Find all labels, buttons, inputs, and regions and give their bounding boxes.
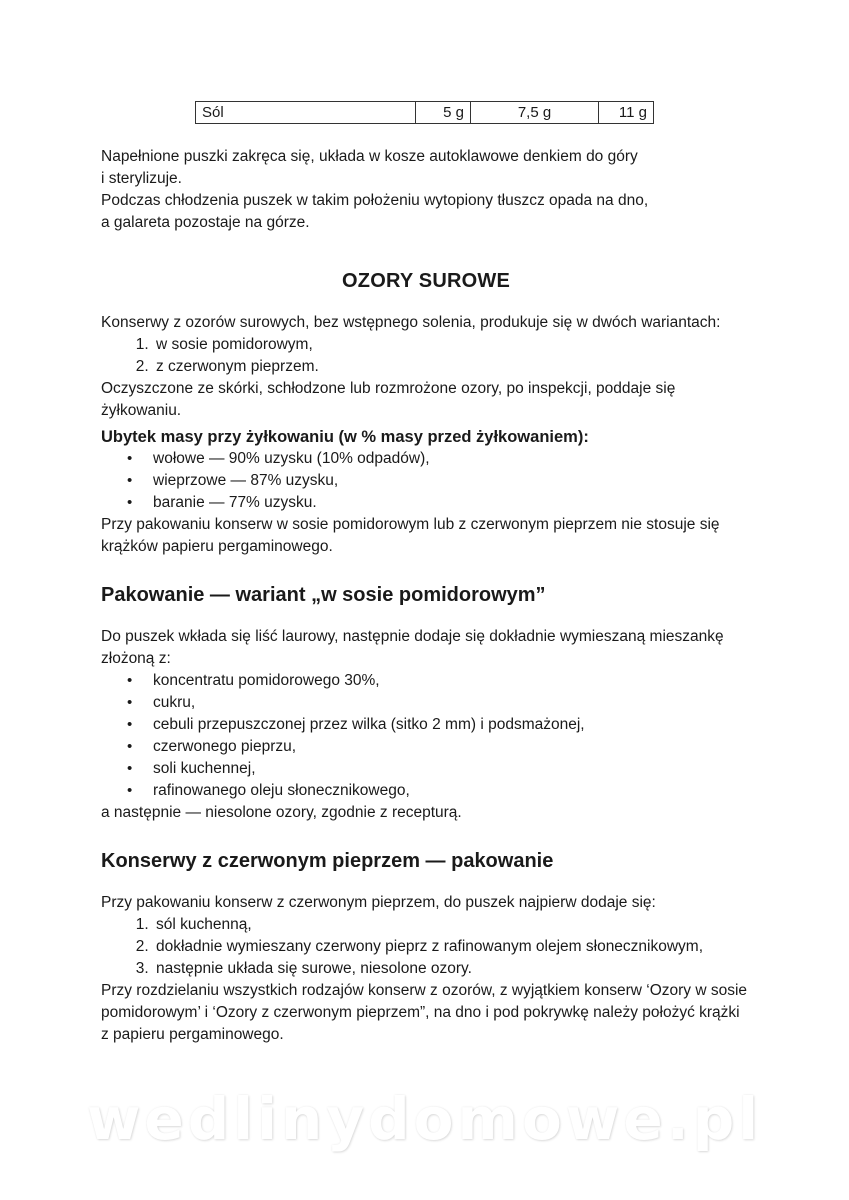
list-item: • cukru, [153, 692, 751, 714]
section-heading: Pakowanie — wariant „w sosie pomidorowym” [101, 584, 546, 606]
list-item: 2. dokładnie wymieszany czerwony pieprz z rafinowanym olejem słonecznikowym, [153, 936, 751, 958]
page-title: OZORY SUROWE [342, 270, 510, 292]
intro-line: Podczas chłodzenia puszek w takim położeniu wytopiony tłuszcz opada na dno, [101, 192, 649, 209]
list-item: • cebuli przepuszczonej przez wilka (sitko 2 mm) i podsmażonej, [153, 714, 751, 736]
watermark: wedlinydomowe.pl [86, 1085, 763, 1153]
ingredient-table [195, 101, 654, 124]
ingredient-list [101, 670, 751, 802]
paragraph: Przy pakowaniu konserw z czerwonym pieprzem, do puszek najpierw dodaje się: [101, 894, 656, 911]
document-body [101, 146, 751, 1046]
list-item: • wołowe — 90% uzysku (10% odpadów), [153, 448, 751, 470]
table-row [196, 102, 654, 124]
step-list [101, 914, 751, 980]
paragraph: Do puszek wkłada się liść laurowy, następnie dodaje się dokładnie wymieszaną mieszankę złożoną z: [101, 628, 724, 667]
intro-line: Napełnione puszki zakręca się, układa w kosze autoklawowe denkiem do góry [101, 148, 638, 165]
intro-line: i sterylizuje. [101, 170, 182, 187]
list-item: • rafinowanego oleju słonecznikowego, [153, 780, 751, 802]
table-cell-amount-1: 5 g [416, 102, 471, 124]
list-item: 2. z czerwonym pieprzem. [153, 356, 751, 378]
list-item: 1. sól kuchenną, [153, 914, 751, 936]
table-cell-amount-3: 11 g [599, 102, 654, 124]
list-item: • czerwonego pieprzu, [153, 736, 751, 758]
paragraph: Oczyszczone ze skórki, schłodzone lub rozmrożone ozory, po inspekcji, poddaje się żyłkowaniu. [101, 380, 676, 419]
paragraph: Przy pakowaniu konserw w sosie pomidorowym lub z czerwonym pieprzem nie stosuje się krążków papieru pergaminowego. [101, 516, 720, 555]
paragraph: Konserwy z ozorów surowych, bez wstępnego solenia, produkuje się w dwóch wariantach: [101, 314, 721, 331]
intro-line: a galareta pozostaje na górze. [101, 214, 310, 231]
loss-heading: Ubytek masy przy żyłkowaniu (w % masy przed żyłkowaniem): [101, 428, 589, 446]
section-heading: Konserwy z czerwonym pieprzem — pakowanie [101, 850, 554, 872]
table-cell-amount-2: 7,5 g [471, 102, 599, 124]
variant-list [101, 334, 751, 378]
list-item: • wieprzowe — 87% uzysku, [153, 470, 751, 492]
paragraph: Przy rozdzielaniu wszystkich rodzajów konserw z ozorów, z wyjątkiem konserw ‘Ozory w sosie pomidorowym’ i ‘Ozory z czerwonym pieprzem”, na dno i pod pokrywkę należy położyć krążki z papieru pergaminowego. [101, 982, 748, 1043]
list-item: 1. w sosie pomidorowym, [153, 334, 751, 356]
loss-list [101, 448, 751, 514]
intro-paragraph [101, 146, 751, 234]
list-item: • baranie — 77% uzysku. [153, 492, 751, 514]
paragraph: a następnie — niesolone ozory, zgodnie z recepturą. [101, 804, 462, 821]
list-item: 3. następnie układa się surowe, niesolone ozory. [153, 958, 751, 980]
table-cell-ingredient: Sól [196, 102, 416, 124]
list-item: • soli kuchennej, [153, 758, 751, 780]
list-item: • koncentratu pomidorowego 30%, [153, 670, 751, 692]
